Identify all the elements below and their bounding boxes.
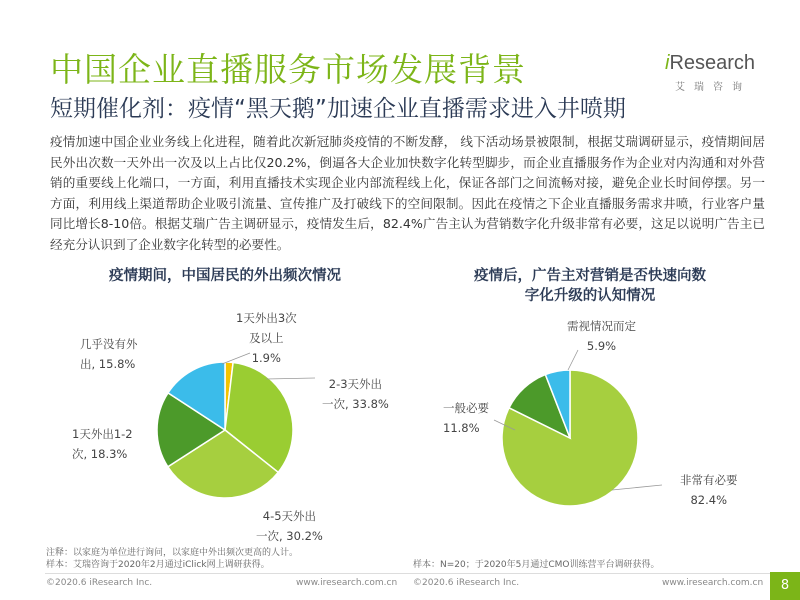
label-left-none	[80, 334, 138, 374]
label-left-2-3-l1: 2-3天外出	[328, 377, 383, 391]
note-left: 注释：以家庭为单位进行询问，以家庭中外出频次更高的人计。	[46, 548, 299, 558]
label-right-depends-l1: 需视情况而定	[567, 319, 636, 333]
chart-title-left: 疫情期间，中国居民的外出频次情况	[109, 268, 341, 284]
label-left-3plus-l1: 1天外出3次	[236, 311, 297, 325]
logo-brand: Research	[669, 52, 756, 74]
label-left-2-3-l2: 一次, 33.8%	[322, 397, 389, 411]
label-left-3plus-l3: 1.9%	[251, 351, 281, 365]
page-subtitle: 短期催化剂：疫情“黑天鹅”加速企业直播需求进入井喷期	[50, 96, 626, 122]
page-title: 中国企业直播服务市场发展背景	[50, 50, 526, 89]
label-right-general-l2: 11.8%	[443, 421, 480, 435]
label-left-3plus-l2: 及以上	[249, 331, 284, 345]
logo-i: i	[665, 52, 670, 74]
label-right-very	[680, 470, 738, 510]
label-right-very-l2: 82.4%	[690, 493, 728, 507]
label-left-1-2	[72, 424, 133, 464]
intro-paragraph: 疫情加速中国企业业务线上化进程，随着此次新冠肺炎疫情的不断发酵， 线下活动场景被限制，根据艾瑞调研显示，疫情期间居民外出次数一天外出一次及以上占比仅20.2%，倒逼各大企业加快数字化转型脚步，而企业直播服务作为企业对内沟通和对外营销的重要线上化端口，一方面，利用直播技术实现企业内部流程线上化，保证各部门之间流畅对接，避免企业长时间停摆。另一方面，利用线上渠道帮助企业吸引流量、宣传推广及打破线下的空间限制。因此在疫情之下企业直播服务需求井喷，行业客户量同比增长8-10倍。根据艾瑞广告主调研显示，疫情发生后，82.4%广告主认为营销数字化升级非常有必要，这足以说明广告主已经充分认识到了企业数字化转型的必要性。	[50, 134, 765, 252]
label-right-very-l1: 非常有必要	[680, 473, 738, 487]
footer-copyright-right: ©2020.6 iResearch Inc.	[413, 578, 520, 588]
chart-title-right-line2: 字化升级的认知情况	[524, 288, 656, 304]
label-right-depends	[567, 316, 636, 356]
label-left-none-l1: 几乎没有外	[80, 337, 138, 351]
label-left-4-5	[256, 506, 323, 546]
footer-divider	[45, 573, 770, 574]
note-right: 样本：N=20；于2020年5月通过CMO训练营平台调研获得。	[413, 560, 660, 570]
label-left-4-5-l2: 一次, 30.2%	[256, 529, 323, 543]
footer-copyright-left: ©2020.6 iResearch Inc.	[46, 578, 153, 588]
label-left-4-5-l1: 4-5天外出	[262, 509, 317, 523]
label-left-2-3	[322, 374, 389, 414]
footer-url-left: www.iresearch.com.cn	[296, 578, 398, 588]
logo-subtitle: 艾瑞咨询	[675, 82, 751, 93]
label-left-none-l2: 出, 15.8%	[80, 357, 136, 371]
footer-url-right: www.iresearch.com.cn	[662, 578, 764, 588]
chart-title-right-line1: 疫情后，广告主对营销是否快速向数	[474, 268, 706, 284]
label-left-1-2-l1: 1天外出1-2	[72, 427, 133, 441]
pie0-leader-1	[266, 378, 315, 379]
note-left-sample: 样本：艾瑞咨询于2020年2月通过iClick网上调研获得。	[46, 560, 270, 570]
label-right-general-l1: 一般必要	[443, 401, 489, 415]
label-left-3plus	[236, 308, 297, 368]
label-right-depends-l2: 5.9%	[586, 339, 617, 353]
label-left-1-2-l2: 次, 18.3%	[72, 447, 128, 461]
label-right-general	[443, 398, 489, 438]
pie1-leader-2	[612, 485, 662, 490]
page-number: 8	[770, 572, 800, 600]
